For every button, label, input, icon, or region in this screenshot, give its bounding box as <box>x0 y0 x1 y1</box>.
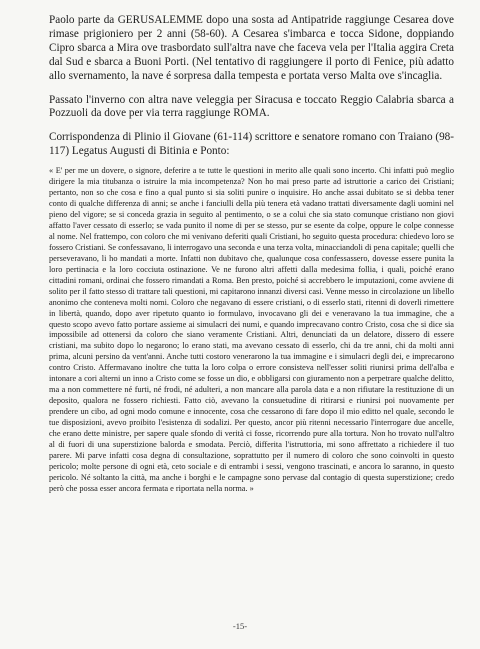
paragraph-pliny-intro: Corrispondenza di Plinio il Giovane (61-114) scrittore e senatore romano con Traiano (98-117) Legatus Augusti di Bitinia e Ponto: <box>49 131 454 158</box>
paragraph-paul-journey: Paolo parte da GERUSALEMME dopo una sosta ad Antipatride raggiunge Cesarea dove rimase prigioniero per 2 anni (58-60). A Cesarea s'imbarca e tocca Sidone, doppiando Cipro sbarca a Mira ove trasbordato sull'altra nave che faceva vela per l'Italia aggira Creta dal Sud e sbarca a Buoni Porti. (Nel tentativo di raggiungere il porto di Fenice, più adatto allo svernamento, la nave é sorpresa dalla tempesta e portata verso Malta ove s'incaglia. <box>49 14 454 82</box>
page-number: -15- <box>232 621 248 631</box>
letter-quote: « E' per me un dovere, o signore, deferire a te tutte le questioni in merito alle quali sono incerto. Chi infatti può meglio dirigere la mia titubanza o istruire la mia incompetenza? Non ho mai preso parte ad istruttorie a carico dei Cristiani; pertanto, non so che cosa e fino a qual punto si sia soliti punire o inquisire. Ho anche assai dubitato se si debba tener conto di qualche differenza di anni; se anche i fanciulli della più tenera età vadano trattati diversamente dagli uomini nel pieno del vigore; se si conceda grazia in seguito al pentimento, o se a colui che sia stato comunque cristiano non giovi affatto l'aver cessato di esserlo; se vada punito il nome di per se stesso, pur se esente da colpe, oppure le colpe connesse al nome. Nel frattempo, con coloro che mi venivano deferiti quali Cristiani, ho seguito questa procedura: chiedevo loro se fossero Cristiani. Se confessavano, li interrogavo una seconda e una terza volta, minacciandoli di pena capitale; quelli che perseveravano, li ho mandati a morte. Infatti non dubitavo che, qualunque cosa confessassero, dovesse essere punita la loro pertinacia e la loro cocciuta ostinazione. Ve ne furono altri affetti dalla medesima follia, i quali, poiché erano cittadini romani, ordinai che fossero rimandati a Roma. Ben presto, poiché si accrebbero le imputazioni, come avviene di solito per il fatto stesso di trattare tali questioni, mi capitarono innanzi diversi casi. Venne messo in circolazione un libello anonimo che conteneva molti nomi. Coloro che negavano di essere cristiani, o di esserlo stati, ritenni di doverli rimettere in libertà, quando, dopo aver ripetuto quanto io formulavo, invocavano gli dei e veneravano la tua immagine, che a questo scopo avevo fatto portare assieme ai simulacri dei numi, e quando imprecavano contro Cristo, cosa che si dice sia impossibile ad ottenersi da coloro che siano veramente Cristiani. Altri, denunciati da un delatore, dissero di essere cristiani, ma subito dopo lo negarono; lo erano stati, ma avevano cessato di esserlo, chi da tre anni, chi da molti anni prima, alcuni persino da vent'anni. Anche tutti costoro venerarono la tua immagine e i simulacri degli dei, e imprecarono contro Cristo. Affermavano inoltre che tutta la loro colpa o errore consisteva nell'esser soliti riunirsi prima dell'alba e intonare a cori alterni un inno a Cristo come se fosse un dio, e obbligarsi con giuramento non a perpetrare qualche delitto, ma a non commettere né furti, né frodi, né adulteri, a non mancare alla parola data e a non rifiutare la restituzione di un deposito, qualora ne fossero richiesti. Fatto ciò, avevano la consuetudine di ritirarsi e riunirsi poi nuovamente per prendere un cibo, ad ogni modo comune e innocente, cosa che cessarono di fare dopo il mio editto nel quale, secondo le tue disposizioni, avevo proibito l'esistenza di sodalizi. Per questo, ancor più ritenni necessario l'interrogare due ancelle, che erano dette ministre, per sapere quale sfondo di verità ci fosse, ricorrendo pure alla tortura. Non ho trovato null'altro al di fuori di una superstizione balorda e smodata. Perciò, differita l'istruttoria, mi sono affrettato a richiedere il tuo parere. Mi parve infatti cosa degna di consultazione, soprattutto per il numero di coloro che sono coinvolti in questo pericolo; molte persone di ogni età, ceto sociale e di entrambi i sessi, vengono trascinati, e ancora lo saranno, in questo pericolo. Né soltanto la città, ma anche i borghi e le campagne sono pervase dal contagio di questa superstizione; credo però che possa esser ancora fermata e riportata nella norma. » <box>49 166 454 493</box>
paragraph-arrival-rome: Passato l'inverno con altra nave veleggia per Siracusa e toccato Reggio Calabria sbarca a Pozzuoli da dove per via terra raggiunge ROMA. <box>49 93 454 120</box>
